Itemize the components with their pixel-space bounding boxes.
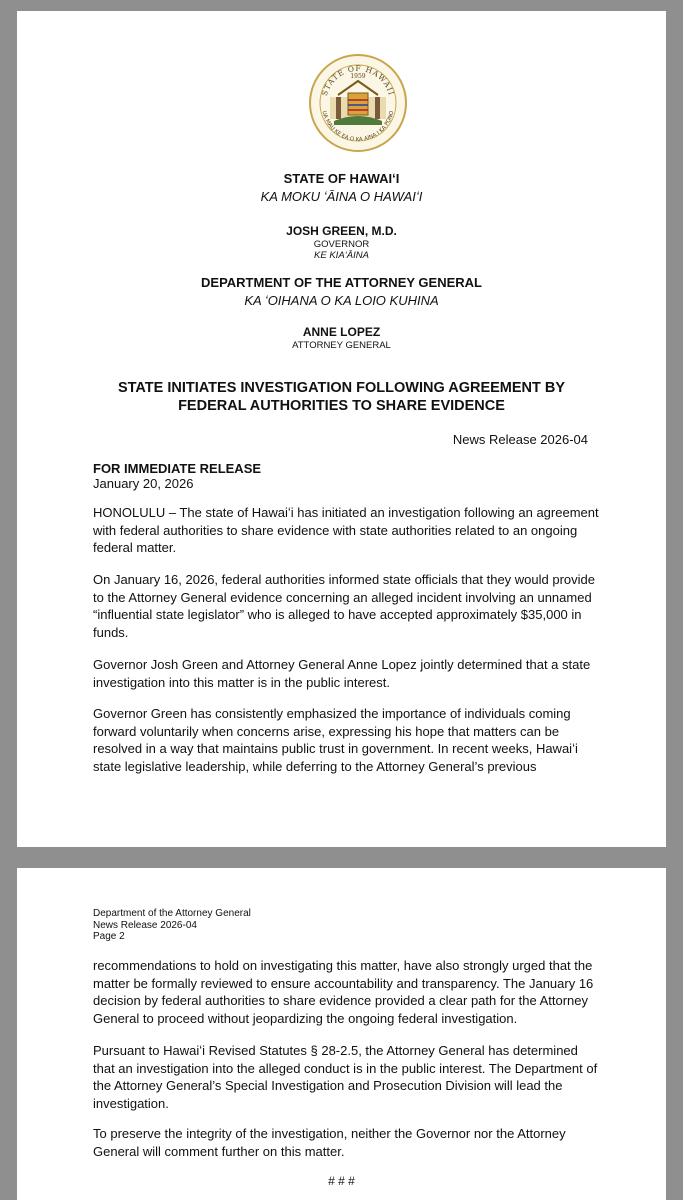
governor-title-hawaiian: KE KIAʻĀINA <box>314 250 369 261</box>
state-seal-icon <box>308 53 408 153</box>
department-name-hawaiian: KA ʻOIHANA O KA LOIO KUHINA <box>244 293 439 308</box>
attorney-general-title: ATTORNEY GENERAL <box>292 340 391 351</box>
body-paragraph: Governor Green has consistently emphasized the importance of individuals coming forward voluntarily when concerns arise, expressing his hope that matters can be resolved in a way that maintains public trust in government. In recent weeks, Hawaiʻi state legislative leadership, while deferring to the Attorney General’s previous <box>93 706 578 774</box>
body-paragraph: Governor Josh Green and Attorney General Anne Lopez jointly determined that a state investigation into this matter is in the public interest. <box>93 657 591 690</box>
seal-top-text: STATE OF HAWAII <box>319 63 397 97</box>
headline <box>17 379 666 415</box>
headline-line-1: STATE INITIATES INVESTIGATION FOLLOWING AGREEMENT BY <box>117 380 566 396</box>
release-date: January 20, 2026 <box>93 476 194 491</box>
page-2-header <box>93 908 251 943</box>
governor-name: JOSH GREEN, M.D. <box>286 224 397 238</box>
body-paragraph: HONOLULU – The state of Hawaiʻi has initiated an investigation following an agreement with federal authorities to share evidence with state authorities related to an ongoing federal matter. <box>93 505 599 555</box>
state-name: STATE OF HAWAIʻI <box>283 171 400 186</box>
body-paragraph: recommendations to hold on investigating this matter, have also strongly urged that the matter be formally reviewed to ensure accountability and transparency. The January 16 decision by federal authorities to share evidence provided a clear path for the Attorney General to proceed without jeopardizing the ongoing federal investigation. <box>93 958 594 1026</box>
governor-title: GOVERNOR <box>313 239 370 250</box>
page-2-header-release: News Release 2026-04 <box>93 919 197 931</box>
body-paragraph: On January 16, 2026, federal authorities informed state officials that they would provide to the Attorney General evidence concerning an alleged incident involving an unnamed “influential state legislator” who is alleged to have accepted approximately $35,000 in funds. <box>93 572 595 640</box>
document-page-2 <box>17 868 666 1200</box>
headline-line-2: FEDERAL AUTHORITIES TO SHARE EVIDENCE <box>178 398 505 414</box>
release-label: FOR IMMEDIATE RELEASE <box>93 461 262 476</box>
end-mark: # # # <box>328 1174 355 1188</box>
page-2-header-page-number: Page 2 <box>93 931 125 942</box>
department-name: DEPARTMENT OF THE ATTORNEY GENERAL <box>201 275 482 290</box>
release-number: News Release 2026-04 <box>452 432 588 447</box>
document-page-1 <box>17 11 666 847</box>
body-paragraph: To preserve the integrity of the investigation, neither the Governor nor the Attorney General will comment further on this matter. <box>93 1126 566 1159</box>
seal-motto: UA MAU KE EA O KA AINA I KA PONO <box>320 110 396 144</box>
seal-year: 1959 <box>350 73 366 80</box>
body-paragraph: Pursuant to Hawaiʻi Revised Statutes § 28-2.5, the Attorney General has determined that an investigation into the alleged conduct is in the public interest. The Department of the Attorney General’s Special Investigation and Prosecution Division will lead the investigation. <box>93 1043 598 1111</box>
attorney-general-name: ANNE LOPEZ <box>302 325 381 339</box>
page-2-header-department: Department of the Attorney General <box>93 908 251 919</box>
state-name-hawaiian: KA MOKU ʻĀINA O HAWAIʻI <box>260 189 423 204</box>
